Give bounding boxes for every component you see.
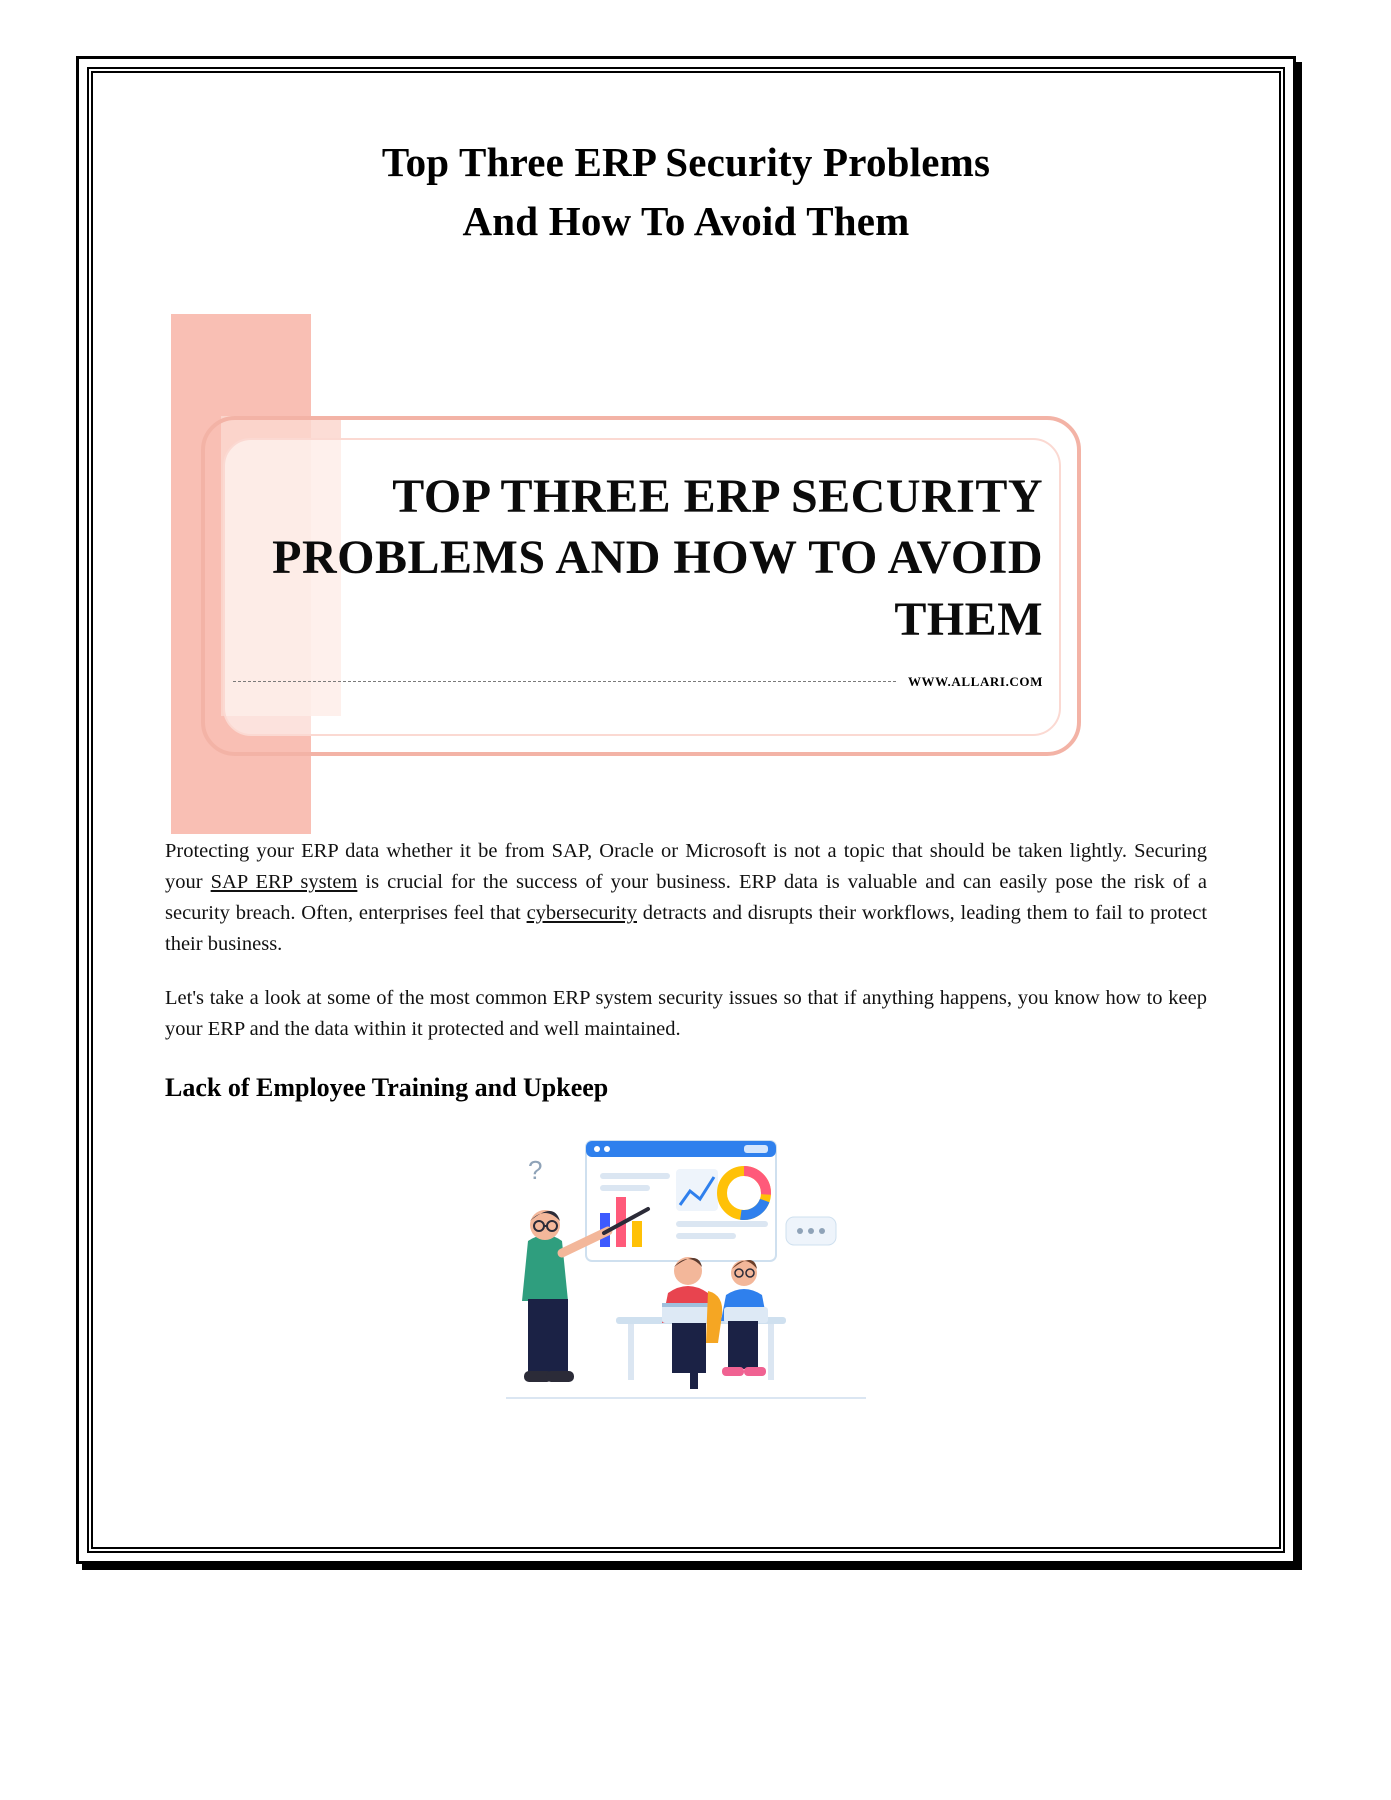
paragraph-intro xyxy=(165,836,1207,961)
link-sap-erp-system[interactable]: SAP ERP system xyxy=(210,871,358,894)
cover-footer xyxy=(233,674,1043,690)
page-title-line-2: And How To Avoid Them xyxy=(462,198,910,245)
cover-website-url: WWW.ALLARI.COM xyxy=(907,673,1043,689)
page-title-line-1: Top Three ERP Security Problems xyxy=(381,139,991,185)
body-content xyxy=(165,836,1207,1421)
text-segment: is crucial for the success of your business. ERP data is valuable and can easily pose the risk of a security breach. Often, enterprises feel that xyxy=(165,871,1208,925)
text-segment: Let's take a look at some of the most common ERP system security issues so that if anything happens, you know how to keep your ERP and the data within it protected and well maintained. xyxy=(165,986,1207,1040)
text-segment: Protecting your ERP data whether it be from SAP, Oracle or Microsoft is not a topic that should be taken lightly. Securing your xyxy=(165,839,1207,894)
cover-headline: TOP THREE ERP SECURITY PROBLEMS AND HOW TO AVOID THEM xyxy=(272,469,1043,646)
link-cybersecurity[interactable]: cybersecurity xyxy=(526,902,637,925)
paragraph-second xyxy=(165,983,1207,1045)
cover-divider xyxy=(233,681,896,682)
illustration-container xyxy=(165,1121,1207,1421)
cover-graphic xyxy=(93,276,1279,836)
text-segment: detracts and disrupts their workflows, leading them to fail to protect their business. xyxy=(165,902,1208,956)
page-title xyxy=(183,133,1189,252)
team-training-illustration xyxy=(476,1121,896,1421)
svg-text:?: ? xyxy=(528,1154,543,1185)
document-page xyxy=(76,56,1296,1564)
section-heading-lack-of-employee-training: Lack of Employee Training and Upkeep xyxy=(165,1072,609,1102)
page-content-area xyxy=(91,71,1281,1549)
